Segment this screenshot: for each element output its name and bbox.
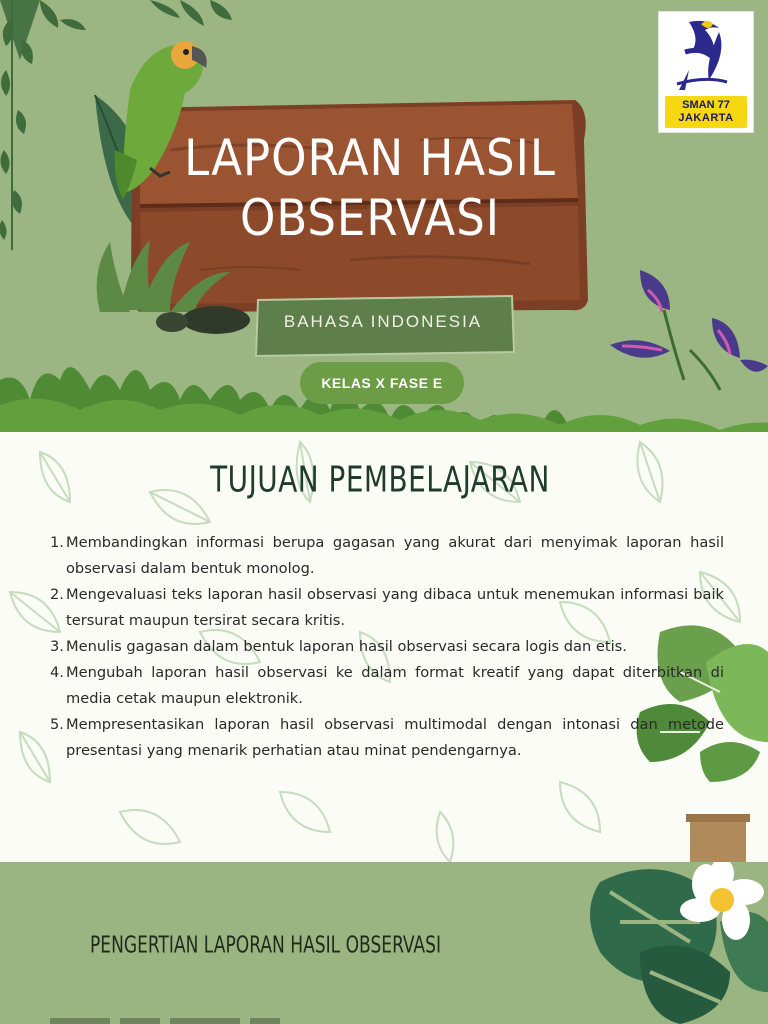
objective-number: 3. (50, 638, 64, 655)
class-pill: KELAS X FASE E (300, 362, 464, 404)
objective-item (50, 530, 724, 582)
objective-text: Membandingkan informasi berupa gagasan yang akurat dari menyimak laporan hasil observasi dalam bentuk monolog. (66, 534, 724, 577)
definition-title: PENGERTIAN LAPORAN HASIL OBSERVASI (90, 932, 441, 959)
school-logo-line1: SMAN 77 (682, 99, 730, 111)
cover-title (150, 128, 590, 248)
cover-slide (0, 0, 768, 432)
objective-item (50, 712, 724, 764)
cover-title-line2: OBSERVASI (239, 189, 501, 247)
objective-number: 4. (50, 664, 64, 681)
objectives-title: TUJUAN PEMBELAJARAN (210, 459, 550, 501)
purple-leaf-icon (610, 270, 768, 390)
objective-text: Mengevaluasi teks laporan hasil observasi yang dibaca untuk menemukan informasi baik tersurat maupun tersirat secara kritis. (66, 586, 724, 629)
school-logo (658, 11, 754, 133)
objective-number: 5. (50, 716, 64, 733)
objectives-slide (0, 432, 768, 862)
objective-text: Menulis gagasan dalam bentuk laporan hasil observasi secara logis dan etis. (66, 638, 627, 655)
objective-number: 1. (50, 534, 64, 551)
objective-item (50, 634, 724, 660)
objectives-list (50, 530, 724, 764)
objective-text: Mempresentasikan laporan hasil observasi multimodal dengan intonasi dan metode presentasi yang menarik perhatian atau minat pendengarnya. (66, 716, 724, 759)
definition-slide (0, 862, 768, 1024)
cover-title-line1: LAPORAN HASIL (184, 129, 556, 187)
school-logo-line2: JAKARTA (678, 112, 734, 124)
objective-text: Mengubah laporan hasil observasi ke dalam format kreatif yang dapat diterbitkan di media cetak maupun elektronik. (66, 664, 724, 707)
objective-item (50, 660, 724, 712)
objective-number: 2. (50, 586, 64, 603)
subject-label: BAHASA INDONESIA (283, 312, 483, 331)
objective-item (50, 582, 724, 634)
